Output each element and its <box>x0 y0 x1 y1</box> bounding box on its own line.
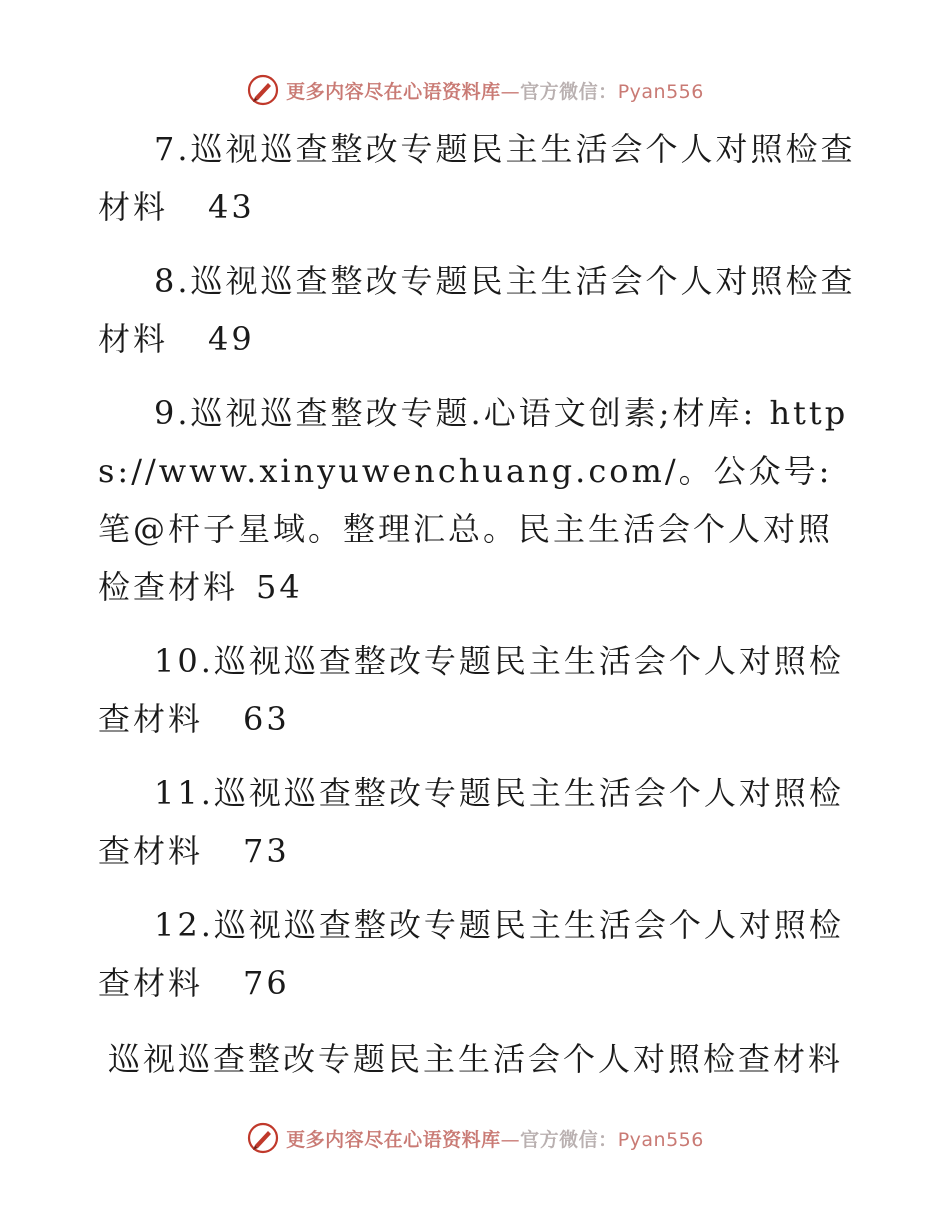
toc-entry-title: 12.巡视巡查整改专题民主生活会个人对照检查材料 <box>98 906 844 1002</box>
banner-wechat-label: 官方微信： <box>520 1128 618 1151</box>
toc-entry-page: 43 <box>208 188 255 226</box>
toc-entry-page: 63 <box>243 700 290 738</box>
toc-entry <box>98 632 858 748</box>
toc-entry-page: 54 <box>256 568 303 606</box>
toc-entry-title: 10.巡视巡查整改专题民主生活会个人对照检查材料 <box>98 642 844 738</box>
toc-entry-page: 76 <box>243 964 290 1002</box>
pen-logo-icon <box>246 73 280 107</box>
toc-entry <box>98 252 858 368</box>
banner-brand: 更多内容尽在心语资料库 <box>286 80 501 103</box>
toc-entry-title: 7.巡视巡查整改专题民主生活会个人对照检查材料 <box>98 130 856 226</box>
toc-entry-title: 9.巡视巡查整改专题.心语文创素;材库: https://www.xinyuwenchuang.com/。公众号: 笔@杆子星域。整理汇总。民主生活会个人对照检查材料 <box>98 394 849 606</box>
header-banner <box>0 70 950 110</box>
banner-text <box>286 77 704 104</box>
banner-text <box>286 1125 704 1152</box>
toc-entry <box>98 764 858 880</box>
section-heading: 巡视巡查整改专题民主生活会个人对照检查材料 <box>108 1040 844 1078</box>
banner-brand: 更多内容尽在心语资料库 <box>286 1128 501 1151</box>
banner-dash: — <box>500 1128 521 1151</box>
toc-entry-page: 73 <box>243 832 290 870</box>
pen-logo-icon <box>246 1121 280 1155</box>
footer-banner <box>0 1118 950 1158</box>
banner-wechat-id: Pyan556 <box>617 80 704 103</box>
toc-entry-title: 11.巡视巡查整改专题民主生活会个人对照检查材料 <box>98 774 844 870</box>
banner-wechat-label: 官方微信： <box>520 80 618 103</box>
toc-entry-page: 49 <box>208 320 255 358</box>
banner-wechat-id: Pyan556 <box>617 1128 704 1151</box>
toc-entry-title: 8.巡视巡查整改专题民主生活会个人对照检查材料 <box>98 262 856 358</box>
toc-entry <box>98 384 858 616</box>
toc-list <box>98 120 858 1028</box>
banner-dash: — <box>500 80 521 103</box>
toc-entry <box>98 896 858 1012</box>
toc-entry <box>98 120 858 236</box>
